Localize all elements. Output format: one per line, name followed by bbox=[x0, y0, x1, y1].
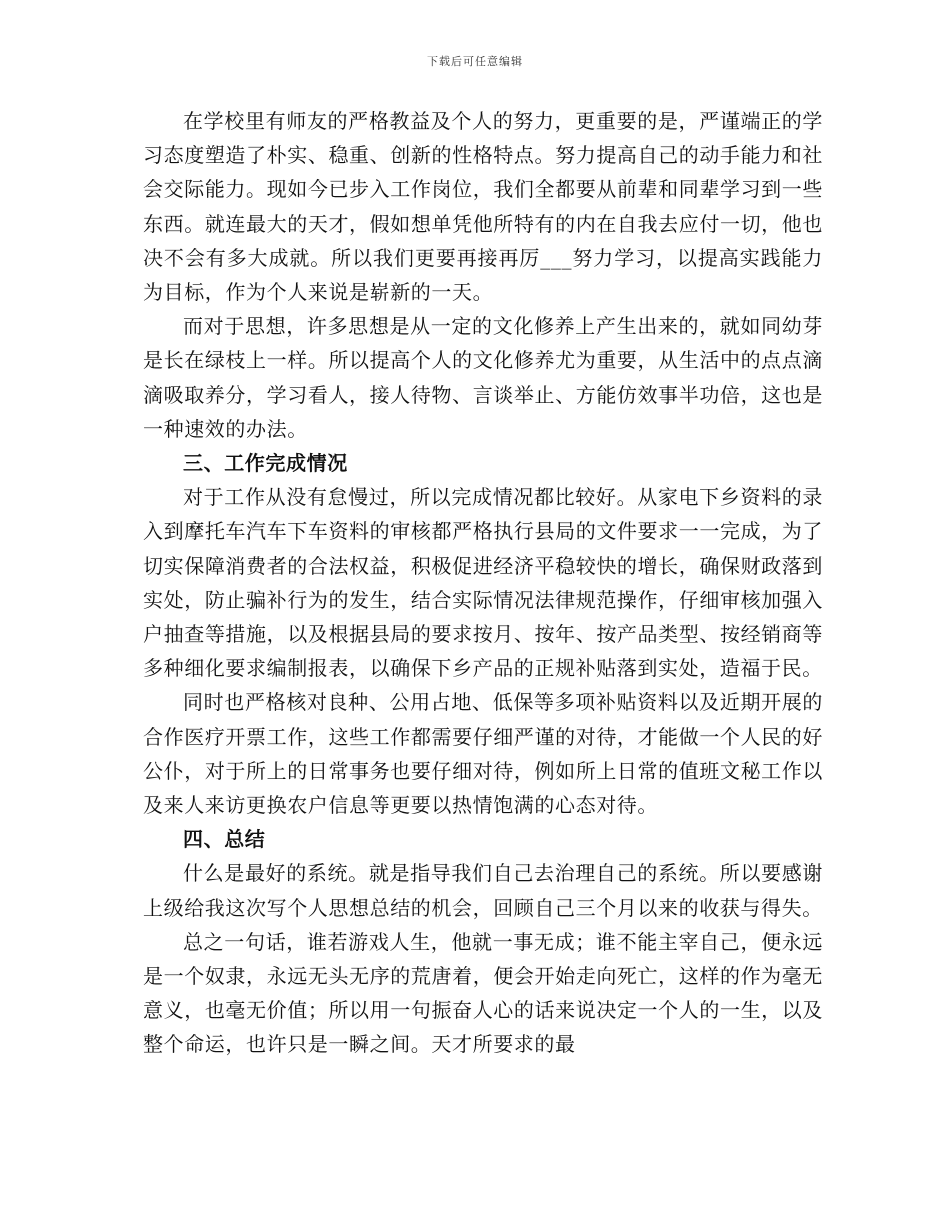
paragraph-subsidy-review: 同时也严格核对良种、公用占地、低保等多项补贴资料以及近期开展的合作医疗开票工作，这些工作都需要仔细严谨的对待，才能做一个人民的好公仆，对于所上的日常事务也要仔细对待，例如所上日常的值班文秘工作以及来人来访更换农户信息等更要以热情饱满的心态对待。 bbox=[143, 690, 823, 818]
paragraph-conclusion: 总之一句话，谁若游戏人生，他就一事无成；谁不能主宰自己，便永远是一个奴隶，永远无头无序的荒唐着，便会开始走向死亡，这样的作为毫无意义，也毫无价值；所以用一句振奋人心的话来说决定一个人的一生，以及整个命运，也许只是一瞬之间。天才所要求的最 bbox=[143, 929, 823, 1057]
paragraph-best-system: 什么是最好的系统。就是指导我们自己去治理自己的系统。所以要感谢上级给我这次写个人思想总结的机会，回顾自己三个月以来的收获与得失。 bbox=[143, 861, 823, 920]
section-heading-summary: 四、总结 bbox=[183, 827, 266, 852]
paragraph-thought: 而对于思想，许多思想是从一定的文化修养上产生出来的，就如同幼芽是长在绿枝上一样。所以提高个人的文化修养尤为重要，从生活中的点点滴滴吸取养分，学习看人，接人待物、言谈举止、方能仿效事半功倍，这也是一种速效的办法。 bbox=[143, 314, 823, 441]
page-header: 下载后可任意编辑 bbox=[427, 55, 523, 68]
paragraph-study-attitude: 在学校里有师友的严格教益及个人的努力，更重要的是，严谨端正的学习态度塑造了朴实、稳重、创新的性格特点。努力提高自己的动手能力和社会交际能力。现如今已步入工作岗位，我们全都要从前辈和同辈学习到一些东西。就连最大的天才，假如想单凭他所特有的内在自我去应付一切，他也决不会有多大成就。所以我们更要再接再厉___努力学习，以提高实践能力为目标，作为个人来说是崭新的一天。 bbox=[143, 109, 823, 305]
section-heading-work-completion: 三、工作完成情况 bbox=[183, 451, 348, 476]
paragraph-work-completion: 对于工作从没有怠慢过，所以完成情况都比较好。从家电下乡资料的录入到摩托车汽车下车资料的审核都严格执行县局的文件要求一一完成，为了切实保障消费者的合法权益，积极促进经济平稳较快的增长，确保财政落到实处，防止骗补行为的发生，结合实际情况法律规范操作，仔细审核加强入户抽查等措施，以及根据县局的要求按月、按年、按产品类型、按经销商等多种细化要求编制报表，以确保下乡产品的正规补贴落到实处，造福于民。 bbox=[143, 485, 823, 681]
document-body bbox=[143, 104, 823, 1062]
